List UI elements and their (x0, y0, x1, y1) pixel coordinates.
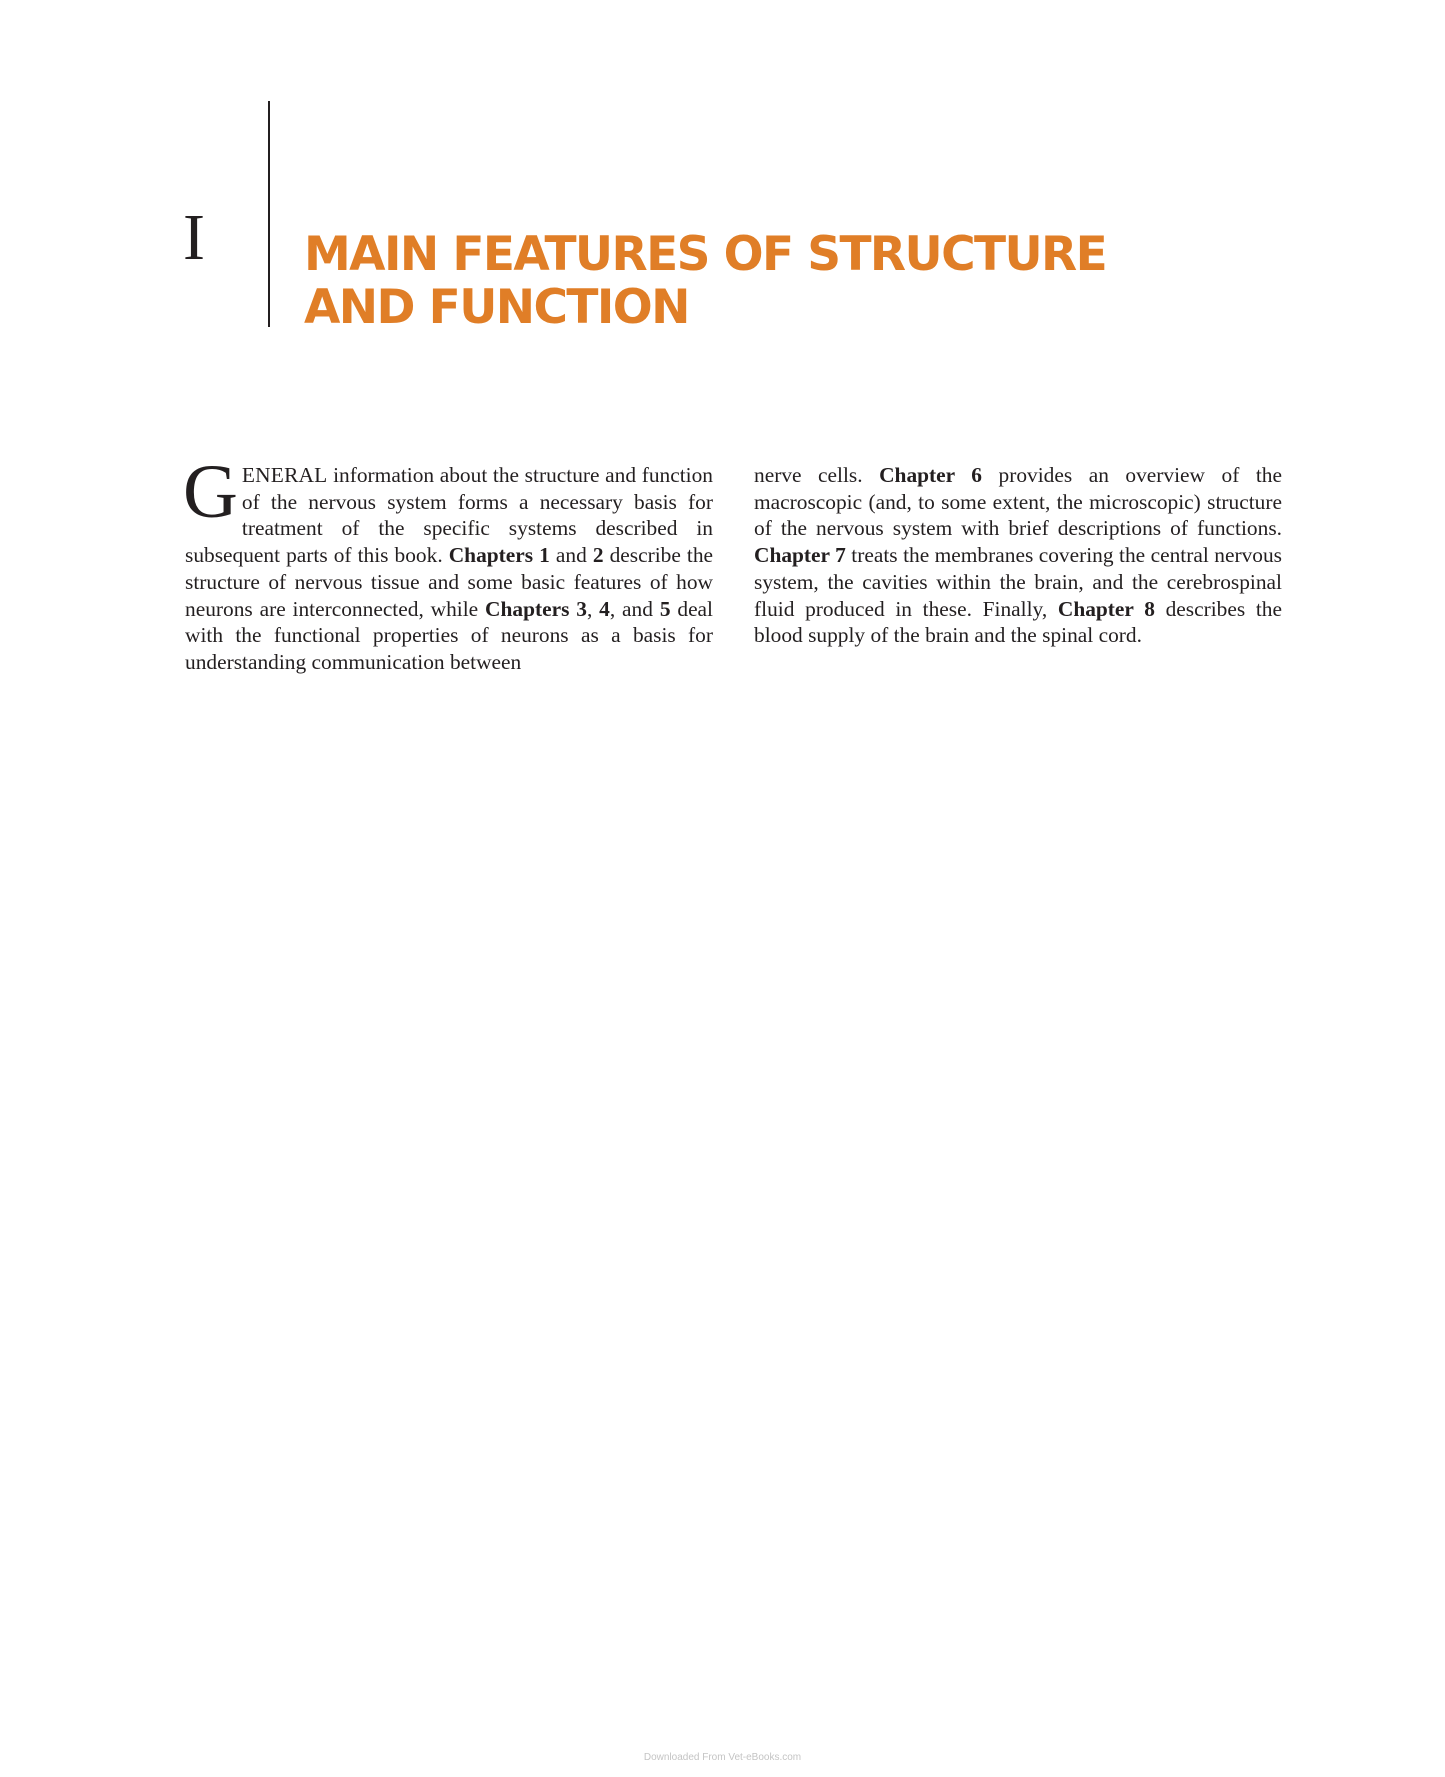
part-title-line-1: MAIN FEATURES OF STRUCTURE (304, 227, 1107, 282)
chapter-reference: Chapter 6 (879, 463, 982, 487)
intro-text: information about the structure and function of the nervous system forms a necessary basis for treatment of the specific systems described in subsequent parts of this book. (185, 463, 713, 568)
intro-text: and (549, 543, 593, 568)
drop-cap: G (183, 450, 238, 534)
chapter-reference: Chapter 7 (754, 543, 846, 568)
intro-column-left (183, 450, 714, 676)
chapter-reference: Chapters 3 (485, 596, 587, 621)
intro-text: treats the membranes covering the central nervous system, the cavities within the brain, and the cerebrospinal fluid produced in these. Finally, (754, 543, 1282, 621)
chapter-reference: 5 (659, 596, 671, 621)
intro-text: describe the structure of nervous tissue and some basic features of how neurons are interconnected, while (185, 543, 714, 621)
intro-text: provides an overview of the macroscopic (and, to some extent, the microscopic) structure of the nervous system with brief descriptions of functions. (754, 463, 1282, 541)
intro-lead-word: ENERAL (241, 463, 328, 487)
chapter-reference: 4 (599, 596, 610, 621)
chapter-reference: Chapter 8 (1057, 596, 1155, 621)
part-numeral: I (183, 201, 205, 274)
part-title-line-2: AND FUNCTION (304, 280, 689, 335)
chapter-reference: 2 (592, 543, 604, 568)
download-watermark: Downloaded From Vet-eBooks.com (643, 1752, 802, 1763)
intro-text: deal with the functional properties of neurons as a basis for understanding communication between (185, 596, 713, 674)
intro-text: nerve cells. (754, 463, 880, 487)
intro-text: , and (609, 596, 660, 621)
chapter-reference: Chapters 1 (448, 543, 550, 568)
intro-column-right (754, 462, 1282, 649)
part-title (304, 228, 1106, 334)
vertical-rule (268, 101, 270, 327)
intro-text: , (586, 596, 600, 621)
intro-text: describes the blood supply of the brain and the spinal cord. (754, 596, 1282, 648)
